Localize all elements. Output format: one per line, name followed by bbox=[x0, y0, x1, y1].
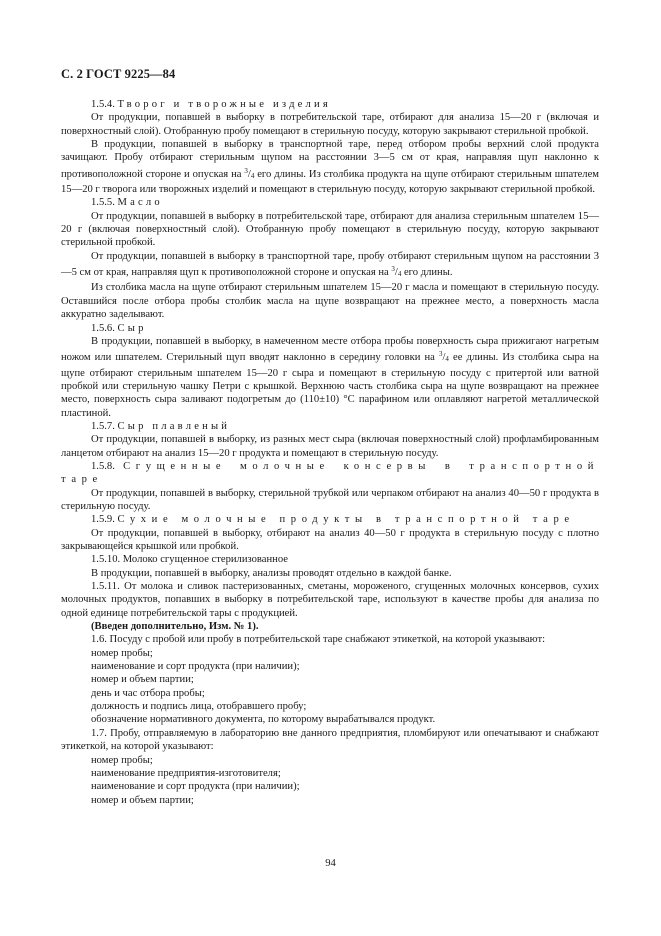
text-run: наименование и сорт продукта (при наличии); bbox=[91, 781, 300, 793]
text-run: 1.5.6. bbox=[91, 322, 118, 334]
list-item bbox=[61, 700, 599, 713]
paragraph bbox=[61, 420, 599, 433]
paragraph bbox=[61, 196, 599, 209]
text-run: 1.7. Пробу, отправляемую в лабораторию вне данного предприятия, пломбируют или опечатывают и снабжают этикеткой, на которой указывают: bbox=[61, 727, 599, 753]
text-run: 1.5.9. bbox=[91, 514, 118, 526]
text-run: 1.5.11. От молока и сливок пастеризованных, сметаны, мороженого, сгущенных молочных консервов, сухих молочных продуктов, попавших в выборку в потребительской таре, используют в качестве пробы для анализа по одной единице потребительской тары с продукцией. bbox=[61, 581, 599, 619]
text-run: От продукции, попавшей в выборку, из разных мест сыра (включая поверхностный слой) профламбированным ланцетом отбирают на анализ 15—20 г продукта и помещают в стерильную посуду. bbox=[61, 434, 599, 459]
text-run: 4 bbox=[250, 171, 255, 180]
page-number: 94 bbox=[325, 858, 336, 869]
text-run: / bbox=[442, 352, 446, 364]
text-run: 3 bbox=[391, 265, 395, 274]
text-run: день и час отбора пробы; bbox=[91, 687, 205, 699]
list-item bbox=[61, 713, 599, 726]
text-run: номер пробы; bbox=[91, 754, 153, 766]
text-run: 1.5.8. bbox=[91, 460, 124, 472]
list-item bbox=[61, 660, 599, 673]
paragraph bbox=[61, 322, 599, 335]
text-run: его длины. Из столбика продукта на щупе отбирают стерильным шпателем 15—20 г творога или творожных изделий и помещают в стерильную посуду, которую закрывают стерильной пробкой. bbox=[61, 168, 599, 196]
list-item bbox=[61, 647, 599, 660]
paragraph bbox=[61, 633, 599, 646]
paragraph bbox=[61, 487, 599, 514]
paragraph bbox=[61, 727, 599, 754]
text-run: От продукции, попавшей в выборку, отбирают на анализ 40—50 г продукта в стерильную посуду с плотно закрывающейся крышкой или пробкой. bbox=[61, 527, 599, 552]
text-run: номер пробы; bbox=[91, 647, 153, 659]
paragraph bbox=[61, 98, 599, 111]
section-heading: Творог и творожные изделия bbox=[117, 99, 331, 110]
list-item bbox=[61, 780, 599, 793]
paragraph bbox=[61, 580, 599, 620]
text-run: номер и объем партии; bbox=[91, 794, 194, 806]
document-body bbox=[61, 98, 599, 807]
text-run: наименование предприятия-изготовителя; bbox=[91, 767, 281, 779]
text-run: 1.5.5. bbox=[91, 197, 118, 209]
section-heading: Сыр bbox=[117, 322, 147, 334]
text-run: 3 bbox=[244, 166, 248, 175]
text-run: 1.5.10. Молоко сгущенное стерилизованное bbox=[91, 554, 288, 566]
text-run: От продукции, попавшей в выборку в транспортной таре, пробу отбирают стерильным щупом на расстоянии 3—5 см от края, направляя щуп к противоположной стороне и опуская на bbox=[61, 250, 599, 279]
paragraph bbox=[61, 335, 599, 420]
text-run: ее длины. Из столбика сыра на щупе отбирают стерильным шпателем 15—20 г сыра и помещают в стерильную посуду с притертой или ватной пробкой или стерильную чашку Петри с крышкой. Верхнюю часть столбика сыра на щупе возвращают на прежнее место, поверхность сыра заливают подогретым до (110±10) °С парафином или оплавляют нагретой металлической пластиной. bbox=[61, 352, 600, 419]
paragraph bbox=[61, 433, 599, 460]
text-run: 1.5.7. bbox=[91, 420, 118, 432]
text-run: наименование и сорт продукта (при наличии); bbox=[91, 661, 300, 673]
text-run: 4 bbox=[445, 355, 449, 364]
paragraph bbox=[61, 138, 599, 196]
list-item bbox=[61, 687, 599, 700]
text-run: 3 bbox=[438, 350, 443, 359]
text-run: В продукции, попавшей в выборку, в намеченном месте отбора пробы поверхность сыра прижигают нагретым ножом или шпателем. Стерильный щуп вводят наклонно в середину головки на bbox=[61, 335, 599, 364]
text-run: 1.5.4. bbox=[91, 99, 118, 110]
section-heading: Масло bbox=[117, 197, 163, 209]
paragraph bbox=[61, 527, 599, 554]
text-run: От продукции, попавшей в выборку, стерильной трубкой или черпаком отбирают на анализ 40—50 г продукта в стерильную посуду. bbox=[61, 487, 599, 512]
paragraph bbox=[61, 620, 599, 633]
text-run: номер и объем партии; bbox=[91, 674, 194, 686]
page-header: С. 2 ГОСТ 9225—84 bbox=[61, 67, 176, 81]
list-item bbox=[61, 794, 599, 807]
text-run: 1.6. Посуду с пробой или пробу в потребительской таре снабжают этикеткой, на которой указывают: bbox=[91, 634, 546, 646]
list-item bbox=[61, 767, 599, 780]
text-run: В продукции, попавшей в выборку, анализы проводят отдельно в каждой банке. bbox=[91, 567, 452, 579]
paragraph bbox=[61, 553, 599, 566]
text-run: 4 bbox=[397, 270, 402, 279]
text-run: От продукции, попавшей в выборку в потребительской таре, отбирают для анализа 15—20 г (включая и поверхностный слой). Отобранную пробу помещают в стерильную посуду, которую закрывают стерильной пробкой. bbox=[61, 112, 599, 137]
text-run: / bbox=[247, 168, 251, 180]
paragraph bbox=[61, 250, 599, 282]
list-item bbox=[61, 673, 599, 686]
paragraph bbox=[61, 567, 599, 580]
list-item bbox=[61, 754, 599, 767]
text-run: / bbox=[394, 267, 398, 279]
section-heading: Сухие молочные продукты в транспортной таре bbox=[117, 514, 575, 526]
text-run: Из столбика масла на щупе отбирают стерильным шпателем 15—20 г масла и помещают в стерильную посуду. Оставшийся после отбора пробы столбик масла на щупе возвращают на прежнее место, а поверхность масла аккуратно заделывают. bbox=[61, 282, 599, 321]
paragraph bbox=[61, 210, 599, 250]
section-heading: Сгущенные молочные консервы в транспортной таре bbox=[61, 460, 599, 486]
paragraph bbox=[61, 281, 599, 321]
text-run: В продукции, попавшей в выборку в транспортной таре, перед отбором пробы верхний слой продукта зачищают. Пробу отбирают стерильным щупом на расстоянии 3—5 см от края, направляя щуп наклонно к противоположной стороне и опуская на bbox=[61, 139, 599, 180]
text-run: должность и подпись лица, отобравшего пробу; bbox=[91, 701, 307, 713]
paragraph bbox=[61, 513, 599, 526]
text-run: его длины. bbox=[401, 267, 453, 279]
text-run: (Введен дополнительно, Изм. № 1). bbox=[91, 621, 259, 633]
paragraph bbox=[61, 111, 599, 138]
text-run: обозначение нормативного документа, по которому вырабатывался продукт. bbox=[91, 714, 436, 726]
text-run: От продукции, попавшей в выборку в потребительской таре, отбирают для анализа стерильным шпателем 15—20 г (включая поверхностный слой). Отобранную пробу помещают в стерильную посуду, которую закрывают стерильной пробкой. bbox=[61, 210, 599, 249]
paragraph bbox=[61, 460, 599, 487]
section-heading: Сыр плавленый bbox=[117, 420, 231, 432]
